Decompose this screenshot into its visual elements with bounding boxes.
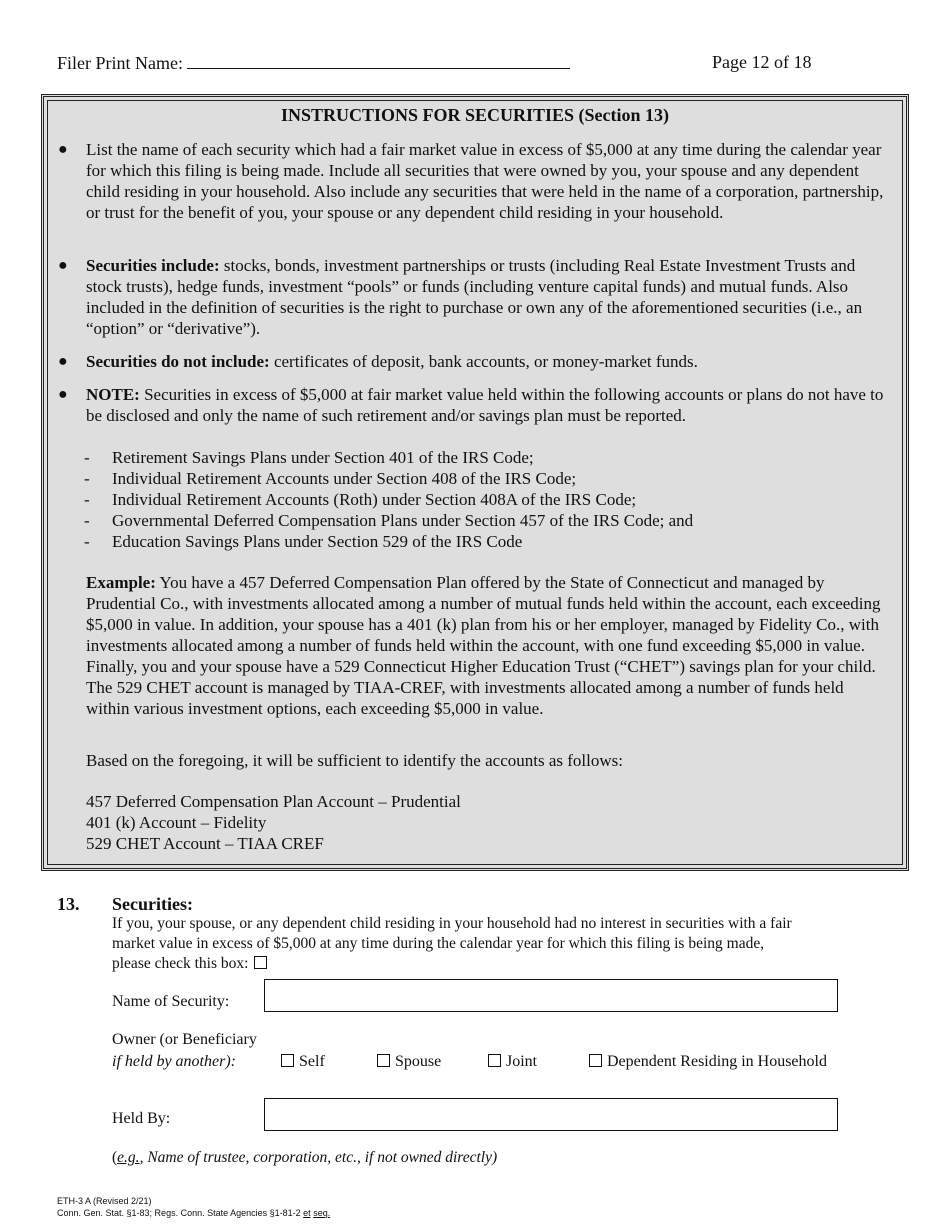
page-footer <box>57 1195 330 1219</box>
example-bold: Example: <box>86 573 156 592</box>
no-interest-checkbox[interactable] <box>254 956 267 969</box>
bullet-bold: Securities include: <box>86 256 220 275</box>
bullet-text <box>86 384 888 426</box>
statute-citation: Conn. Gen. Stat. §1-83; Regs. Conn. State Agencies §1-81-2 et seq. <box>57 1208 331 1218</box>
instructions-box <box>41 94 909 871</box>
section-number: 13. <box>57 894 80 914</box>
bullet-body: Securities in excess of $5,000 at fair market value held within the following accounts or plans do not have to be disclosed and only the name of such retirement and/or savings plan must be reported. <box>86 385 884 425</box>
checkbox-icon[interactable] <box>377 1054 390 1067</box>
bullet-text: List the name of each security which had a fair market value in excess of $5,000 at any time during the calendar year for which this filing is being made. Include all securities that were owned by you, your spouse and any dependent child residing in your household. Also include any securities that were held in the name of a corporation, partnership, or trust for the benefit of you, your spouse or any dependent child residing in your household. <box>86 140 884 222</box>
checkbox-icon[interactable] <box>281 1054 294 1067</box>
section-description: If you, your spouse, or any dependent child residing in your household had no interest in securities with a fair market value in excess of $5,000 at any time during the calendar year for which this filing is being made, please check this box: <box>112 915 792 972</box>
held-by-note: (e.g., Name of trustee, corporation, etc., if not owned directly) <box>112 1149 498 1166</box>
held-by-label: Held By: <box>112 1110 171 1127</box>
checkbox-icon[interactable] <box>589 1054 602 1067</box>
owner-label-italic: if held by another): <box>112 1053 236 1070</box>
name-of-security-label: Name of Security: <box>112 993 230 1010</box>
bullet-icon: ● <box>58 386 68 403</box>
section-title: Securities: <box>112 894 193 914</box>
plan-item: - Individual Retirement Accounts (Roth) under Section 408A of the IRS Code; <box>84 490 637 509</box>
plan-item: - Education Savings Plans under Section 529 of the IRS Code <box>84 532 523 551</box>
bullet-icon: ● <box>58 257 68 274</box>
example-paragraph <box>86 572 888 719</box>
bullet-body: certificates of deposit, bank accounts, or money-market funds. <box>269 352 698 371</box>
owner-option-joint[interactable]: Joint <box>488 1053 537 1071</box>
bullet-bold: NOTE: <box>86 385 140 404</box>
owner-option-self[interactable]: Self <box>281 1053 325 1071</box>
checkbox-icon[interactable] <box>488 1054 501 1067</box>
bullet-icon: ● <box>58 141 68 158</box>
bullet-icon: ● <box>58 353 68 370</box>
owner-option-dependent[interactable]: Dependent Residing in Household <box>589 1053 827 1071</box>
foregoing-text: Based on the foregoing, it will be sufficient to identify the accounts as follows: <box>86 751 623 770</box>
example-body: You have a 457 Deferred Compensation Plan offered by the State of Connecticut and managed by Prudential Co., with investments allocated among a number of mutual funds held within the account, each exceeding $5,000 in value. In addition, your spouse has a 401 (k) plan from his or her employer, managed by Fidelity Co., with investments allocated among a number of funds held within the account, with one fund exceeding $5,000 in value. Finally, you and your spouse have a 529 Connecticut Higher Education Trust (“CHET”) savings plan for your child. The 529 CHET account is managed by TIAA-CREF, with investments allocated among a number of funds held within various investment options, each exceeding $5,000 in value. <box>86 573 881 718</box>
filer-label: Filer Print Name: <box>57 53 183 73</box>
bullet-body: stocks, bonds, investment partnerships or trusts (including Real Estate Investment Trusts and stock trusts), hedge funds, investment “pools” or funds (including venture capital funds) and mutual funds. Also included in the definition of securities is the right to purchase or own any of the aforementioned securities (i.e., an “option” or “derivative”). <box>86 256 863 338</box>
name-of-security-field[interactable] <box>264 979 838 1012</box>
filer-print-name <box>57 52 570 74</box>
owner-option-spouse[interactable]: Spouse <box>377 1053 441 1071</box>
account-line: 401 (k) Account – Fidelity <box>86 813 267 832</box>
owner-label: Owner (or Beneficiary <box>112 1031 257 1048</box>
bullet-text <box>86 351 888 372</box>
page-header <box>57 52 950 78</box>
account-line: 529 CHET Account – TIAA CREF <box>86 834 324 853</box>
bullet-bold: Securities do not include: <box>86 352 270 371</box>
filer-name-line[interactable] <box>187 52 570 69</box>
instructions-title: INSTRUCTIONS FOR SECURITIES (Section 13) <box>280 105 670 125</box>
account-line: 457 Deferred Compensation Plan Account – Prudential <box>86 792 461 811</box>
form-id: ETH-3 A (Revised 2/21) <box>57 1196 152 1206</box>
held-by-field[interactable] <box>264 1098 838 1131</box>
bullet-text <box>86 255 888 339</box>
plan-item: - Retirement Savings Plans under Section 401 of the IRS Code; <box>84 448 534 467</box>
page-number: Page 12 of 18 <box>712 52 812 72</box>
plan-item: - Governmental Deferred Compensation Plans under Section 457 of the IRS Code; and <box>84 511 694 530</box>
plan-item: - Individual Retirement Accounts under Section 408 of the IRS Code; <box>84 469 577 488</box>
